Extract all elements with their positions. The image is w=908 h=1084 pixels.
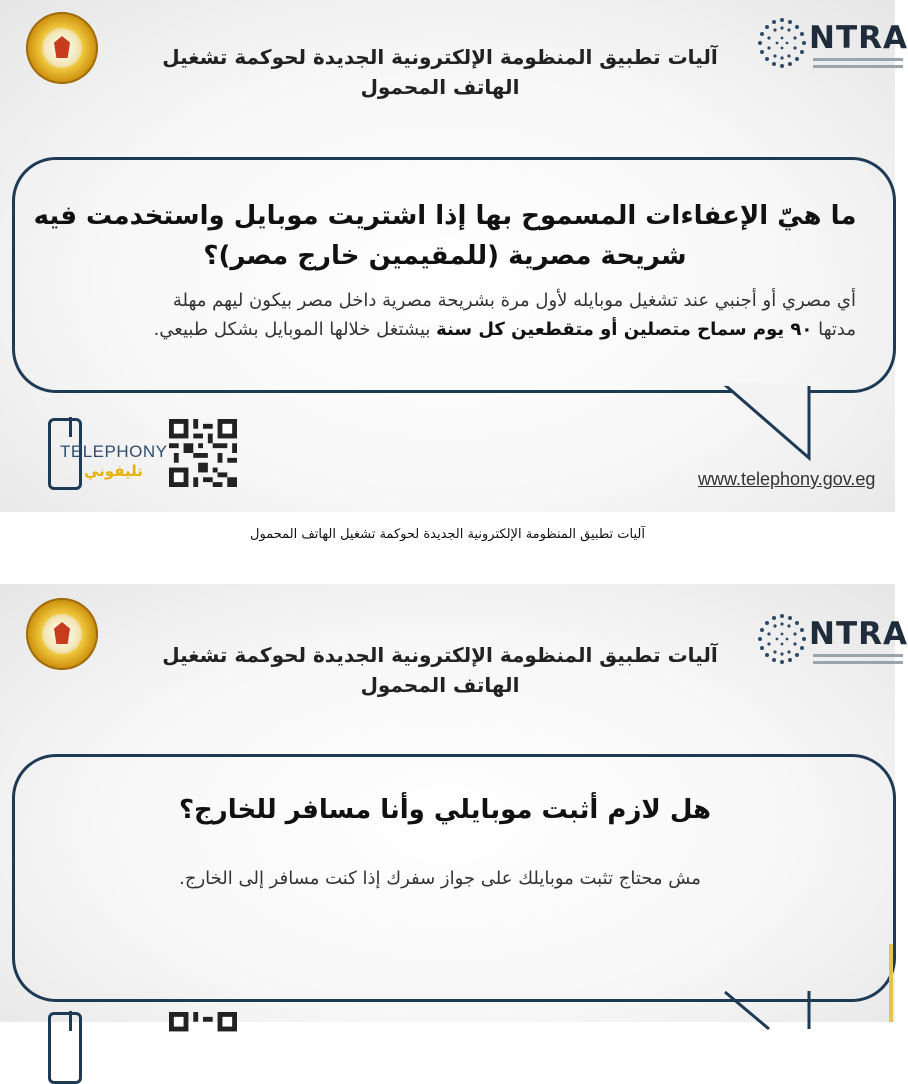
answer-emphasis: ٩٠ يوم سماح متصلين أو متقطعين كل سنة [436,319,813,340]
header-line-1: آليات تطبيق المنظومة الإلكترونية الجديدة لحوكمة تشغيل [162,643,718,667]
ntra-logo [755,16,908,76]
question-text [30,790,860,830]
egyptian-customs-seal-icon [26,12,98,84]
card-header [150,42,730,102]
question-line-2: شريحة مصرية (للمقيمين خارج مصر)؟ [203,241,687,271]
telephony-phone-icon [48,1012,82,1084]
question-line-1: ما هيّ الإعفاءات المسموح بها إذا اشتريت موبايل واستخدمت فيه [33,201,857,231]
answer-text [40,864,840,893]
telephony-logo-ar: تليفوني [84,462,143,480]
telephony-logo-en: TELEPHONY [60,442,168,461]
bubble-tail [725,989,825,1029]
header-line-1: آليات تطبيق المنظومة الإلكترونية الجديدة لحوكمة تشغيل [162,45,718,69]
question-line-1: هل لازم أثبت موبايلي وأنا مسافر للخارج؟ [178,795,712,825]
qr-code-icon [168,419,238,487]
egyptian-customs-seal-icon [26,598,98,670]
answer-line-1: مش محتاج تثبت موبايلك على جواز سفرك إذا كنت مسافر إلى الخارج. [179,868,701,889]
image-caption: آليات تطبيق المنظومة الإلكترونية الجديدة لحوكمة تشغيل الهاتف المحمول [250,527,645,542]
question-text [30,196,860,276]
answer-text-part: بيشتغل خلالها الموبايل بشكل طبيعي. [153,319,437,340]
ntra-wordmark: NTRA [809,20,908,56]
ntra-logo-icon [755,612,809,670]
answer-text [30,286,856,344]
answer-line-2 [30,315,856,344]
ntra-logo-icon [755,16,809,74]
header-line-2: الهاتف المحمول [360,673,520,697]
answer-line-1: أي مصري أو أجنبي عند تشغيل موبايله لأول مرة بشريحة مصرية داخل مصر بيكون ليهم مهلة [172,290,856,311]
ntra-wordmark: NTRA [809,616,908,652]
website-link[interactable]: www.telephony.gov.eg [698,469,876,489]
card-header [150,640,730,700]
answer-text-part: مدتها [812,319,856,340]
infographic-card-1 [0,0,908,512]
bubble-tail [725,382,825,462]
edge-accent [889,944,893,1022]
qr-code-icon [168,1012,238,1080]
header-line-2: الهاتف المحمول [360,75,520,99]
infographic-card-2 [0,584,908,1022]
ntra-logo [755,612,908,672]
